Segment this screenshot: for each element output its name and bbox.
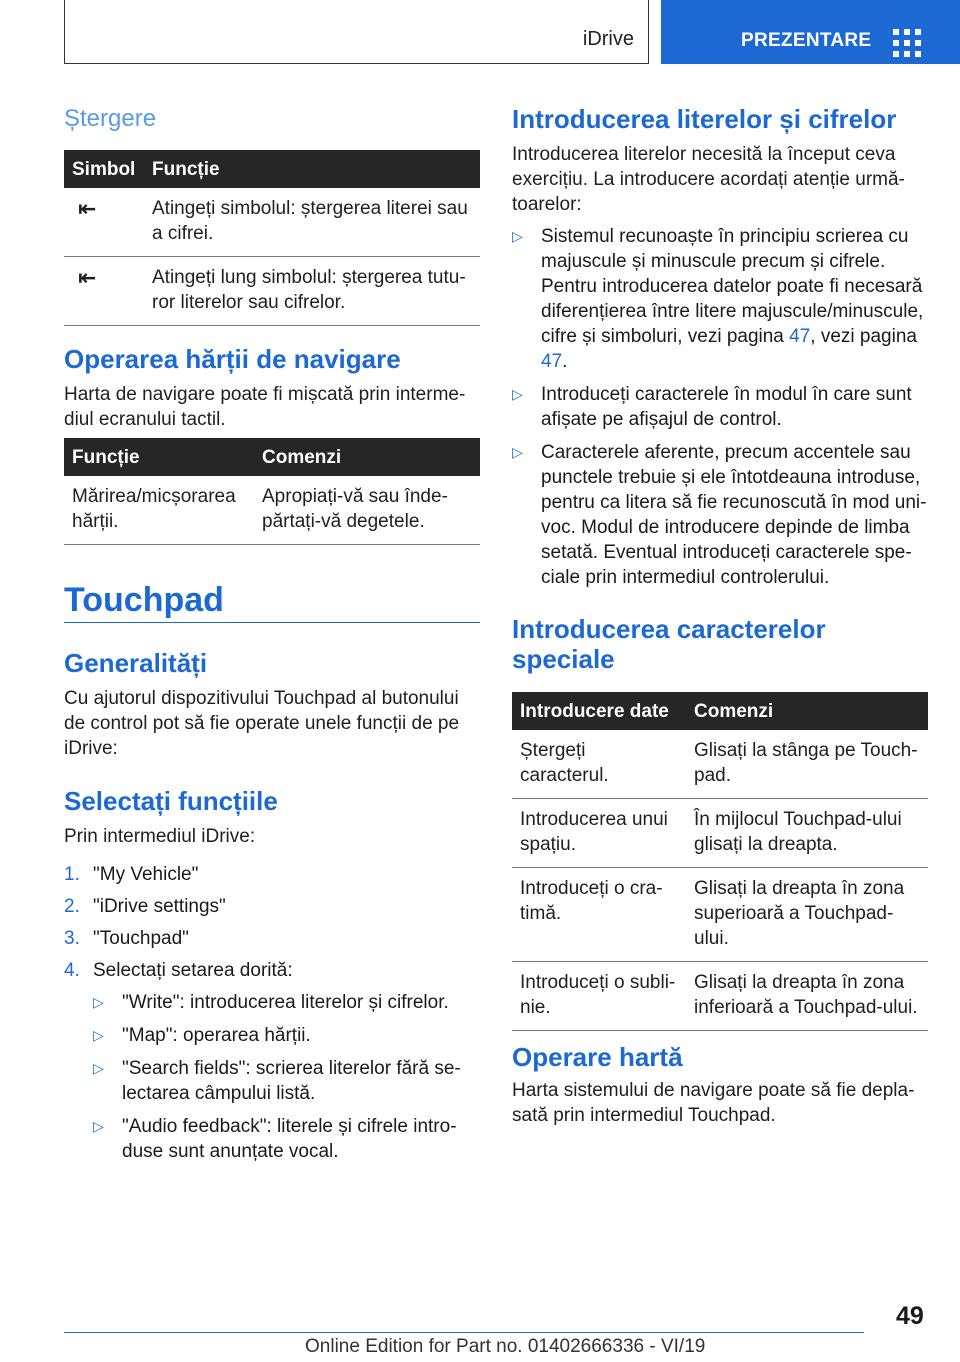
table-header-cell: Funcție: [64, 438, 254, 476]
generalitati-heading: Generalități: [64, 648, 208, 678]
table-cell: Mărirea/micșorarea hărții.: [64, 476, 254, 545]
triangle-bullet-icon: ▷: [93, 1118, 104, 1134]
list-item: [64, 926, 480, 951]
table-cell: În mijlocul Touchpad-ului glisați la dreapta.: [686, 799, 928, 868]
bullet-text: Introduceți caracterele în modul în care sunt afișate pe afișajul de control.: [541, 384, 912, 430]
header-chapter-label: PREZENTARE: [741, 30, 872, 51]
harta-paragraph: Harta sistemului de navigare poate să fie deplasată prin intermediul Touchpad.: [512, 1080, 915, 1126]
generalitati-paragraph: Cu ajutorul dispozitivului Touchpad al butonului de control pot să fie operate unele funcții de pe iDrive:: [64, 688, 460, 759]
substep-text: "Audio feedback": literele și cifrele introduse sunt anunțate vocal.: [122, 1116, 457, 1162]
substep-text: "Map": operarea hărții.: [122, 1025, 311, 1046]
bullet-text: .: [562, 351, 568, 372]
list-item: [64, 894, 480, 919]
header-chapter-tab[interactable]: [661, 0, 960, 64]
list-item: [93, 1114, 480, 1164]
list-item: [64, 862, 480, 887]
touchpad-divider: [64, 622, 480, 623]
substep-text: "Search fields": scrierea literelor fără selectarea câmpului listă.: [122, 1058, 461, 1104]
list-item: [93, 990, 480, 1015]
table-cell: Apropiați-vă sau îndepărtați-vă degetele.: [254, 476, 480, 545]
table-header-cell: Comenzi: [254, 438, 480, 476]
step-text: "My Vehicle": [93, 864, 199, 885]
table-cell: Ștergeți caracterul.: [512, 730, 686, 799]
step-text: "iDrive settings": [93, 896, 226, 917]
table-cell: Glisați la dreapta în zona superioară a Touchpad-ului.: [686, 868, 928, 962]
list-item: [93, 1023, 480, 1048]
introducerea-heading: Introducerea literelor și cifrelor: [512, 104, 897, 134]
touchpad-heading: Touchpad: [64, 581, 224, 619]
list-item: [93, 1056, 480, 1106]
table-cell: Atingeți lung simbolul: ștergerea tuturor literelor sau cifrelor.: [144, 257, 480, 326]
triangle-bullet-icon: ▷: [93, 1027, 104, 1043]
delete-symbol-icon: ⇤: [64, 188, 144, 257]
triangle-bullet-icon: ▷: [93, 1060, 104, 1076]
step-number: 2.: [64, 896, 80, 917]
header-section-box: [64, 0, 649, 64]
stergere-table: [64, 150, 480, 326]
page-number: 49: [896, 1302, 924, 1330]
page-link[interactable]: 47: [789, 326, 811, 347]
list-item: [64, 958, 480, 983]
step-number: 4.: [64, 960, 80, 981]
table-header-cell: Funcție: [144, 150, 480, 188]
table-row: [64, 476, 480, 545]
table-row: [512, 962, 928, 1031]
steps-list: [64, 862, 480, 983]
step-number: 1.: [64, 864, 80, 885]
triangle-bullet-icon: ▷: [512, 228, 523, 244]
table-row: [512, 868, 928, 962]
list-item: [512, 440, 928, 590]
table-row: [512, 799, 928, 868]
table-header-row: [64, 438, 480, 476]
table-header-cell: Simbol: [64, 150, 144, 188]
table-cell: Glisați la stânga pe Touchpad.: [686, 730, 928, 799]
grid-menu-icon[interactable]: [893, 29, 921, 53]
delete-symbol-icon: ⇤: [64, 257, 144, 326]
list-item: [512, 224, 928, 374]
header-section-label: iDrive: [582, 28, 634, 50]
table-header-cell: Introducere date: [512, 692, 686, 730]
intro-bullets: [512, 224, 928, 590]
table-cell: Introduceți o cratimă.: [512, 868, 686, 962]
substeps-list: [93, 990, 480, 1164]
footer-divider: [64, 1332, 864, 1333]
triangle-bullet-icon: ▷: [93, 994, 104, 1010]
triangle-bullet-icon: ▷: [512, 444, 523, 460]
selectati-heading: Selectați funcțiile: [64, 786, 278, 816]
footer-edition: Online Edition for Part no. 01402666336 - VI/19: [305, 1336, 706, 1357]
table-cell: Introducerea unui spațiu.: [512, 799, 686, 868]
step-text: Selectați setarea dorită:: [93, 960, 293, 981]
table-header-cell: Comenzi: [686, 692, 928, 730]
stergere-heading: Ștergere: [64, 105, 157, 132]
bullet-text: Sistemul recunoaște în principiu scrierea cu majuscule și minuscule precum și cifrele. Pentru introducerea datelor poate fi necesară diferențierea între litere majuscule/minuscule, cifre și simboluri, vezi pagina: [541, 226, 924, 347]
speciale-table: [512, 692, 928, 1031]
substep-text: "Write": introducerea literelor și cifrelor.: [122, 992, 449, 1013]
operarea-paragraph: Harta de navigare poate fi mișcată prin intermediul ecranului tactil.: [64, 384, 466, 430]
table-row: [64, 257, 480, 326]
selectati-paragraph: Prin intermediul iDrive:: [64, 826, 256, 847]
page-link[interactable]: 47: [541, 351, 563, 372]
introducerea-paragraph: Introducerea literelor necesită la început ceva exercițiu. La introducere acordați atenție următoarelor:: [512, 144, 905, 215]
table-cell: Glisați la dreapta în zona inferioară a Touchpad-ului.: [686, 962, 928, 1031]
triangle-bullet-icon: ▷: [512, 386, 523, 402]
operarea-table: [64, 438, 480, 545]
table-cell: Atingeți simbolul: ștergerea literei sau a cifrei.: [144, 188, 480, 257]
table-header-row: [64, 150, 480, 188]
step-number: 3.: [64, 928, 80, 949]
speciale-heading: Introducerea caracterelor speciale: [512, 614, 826, 674]
table-header-row: [512, 692, 928, 730]
list-item: [512, 382, 928, 432]
harta-heading: Operare hartă: [512, 1042, 683, 1072]
table-cell: Introduceți o sublinie.: [512, 962, 686, 1031]
bullet-text: Caracterele aferente, precum accentele sau punctele trebuie și ele întotdeauna introduse, pentru ca litera să fie recunoscută în mod univoc. Modul de introducere depinde de limba setată. Eventual introduceți caracterele speciale prin intermediul controlerului.: [541, 442, 927, 588]
table-row: [64, 188, 480, 257]
step-text: "Touchpad": [93, 928, 189, 949]
table-row: [512, 730, 928, 799]
bullet-text: , vezi pagina: [810, 326, 917, 347]
operarea-heading: Operarea hărții de navigare: [64, 344, 401, 374]
